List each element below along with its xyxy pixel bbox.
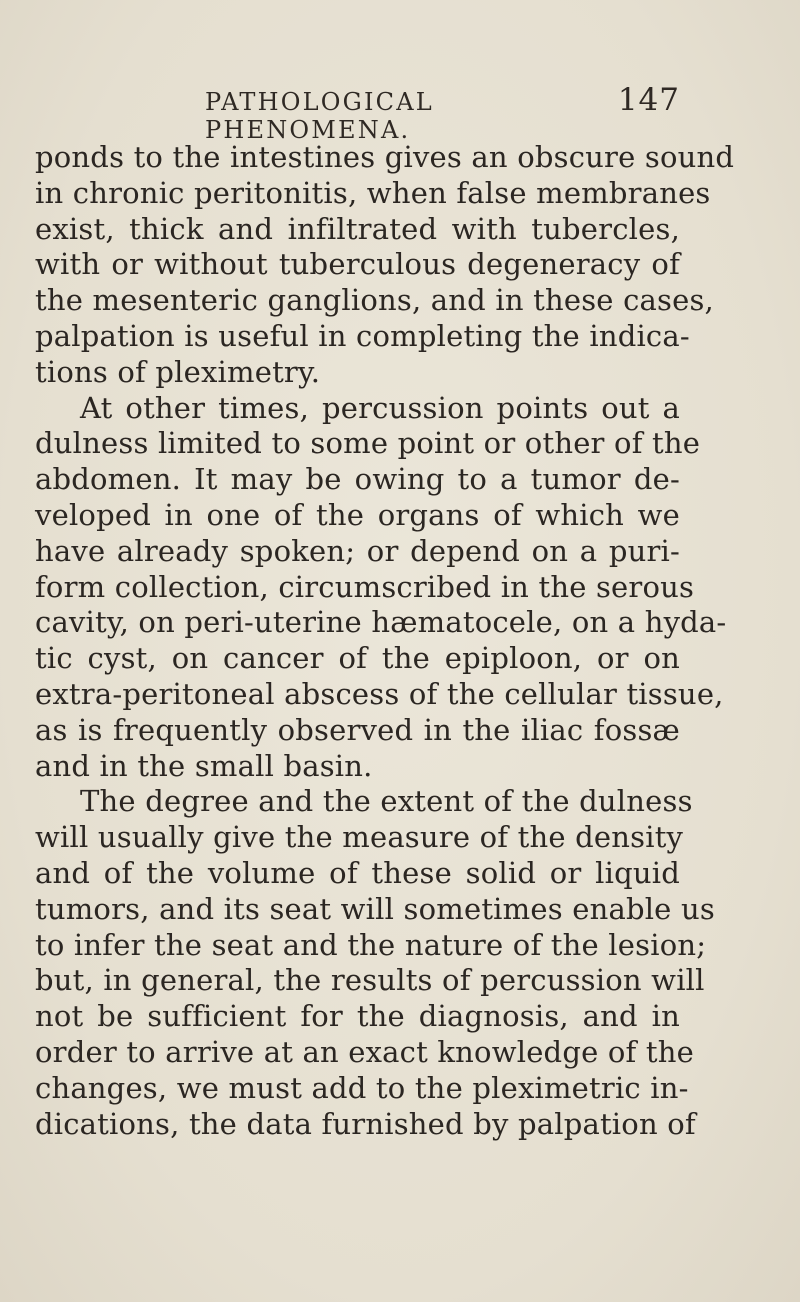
page-number: 147: [617, 82, 680, 118]
running-head: [205, 82, 680, 144]
body-text: [35, 140, 735, 1142]
text-line: as is frequently observed in the iliac fossæ: [35, 712, 680, 747]
text-line: to infer the seat and the nature of the lesion;: [35, 927, 707, 962]
text-line: will usually give the measure of the density: [35, 820, 684, 855]
text-line: have already spoken; or depend on a puri-: [35, 533, 680, 568]
text-line: changes, we must add to the pleximetric in-: [35, 1070, 689, 1105]
text-line: with or without tuberculous degeneracy of: [35, 247, 680, 282]
text-line: order to arrive at an exact knowledge of the: [35, 1034, 694, 1069]
text-line: and of the volume of these solid or liquid: [35, 855, 680, 890]
text-line: dications, the data furnished by palpation of: [35, 1106, 696, 1141]
text-line: extra-peritoneal abscess of the cellular tissue,: [35, 676, 724, 711]
text-line: form collection, circumscribed in the serous: [35, 569, 695, 604]
text-line: The degree and the extent of the dulness: [80, 784, 693, 819]
text-line: At other times, percussion points out a: [80, 390, 680, 425]
text-line: and in the small basin.: [35, 748, 373, 783]
text-line: not be sufficient for the diagnosis, and in: [35, 999, 680, 1034]
text-line: dulness limited to some point or other of the: [35, 426, 701, 461]
text-line: tumors, and its seat will sometimes enable us: [35, 891, 715, 926]
text-line: tic cyst, on cancer of the epiploon, or on: [35, 641, 680, 676]
text-line: the mesenteric ganglions, and in these cases,: [35, 283, 714, 318]
text-line: palpation is useful in completing the indica-: [35, 318, 690, 353]
text-line: abdomen. It may be owing to a tumor de-: [35, 462, 680, 497]
text-line: veloped in one of the organs of which we: [35, 497, 680, 532]
text-line: exist, thick and infiltrated with tubercles,: [35, 211, 680, 246]
text-line: in chronic peritonitis, when false membranes: [35, 175, 711, 210]
text-line: cavity, on peri-uterine hæmatocele, on a hyda-: [35, 605, 727, 640]
text-line: but, in general, the results of percussion will: [35, 963, 705, 998]
running-title: PATHOLOGICAL PHENOMENA.: [205, 88, 434, 144]
text-line: ponds to the intestines gives an obscure sound: [35, 140, 735, 174]
text-line: tions of pleximetry.: [35, 354, 321, 389]
